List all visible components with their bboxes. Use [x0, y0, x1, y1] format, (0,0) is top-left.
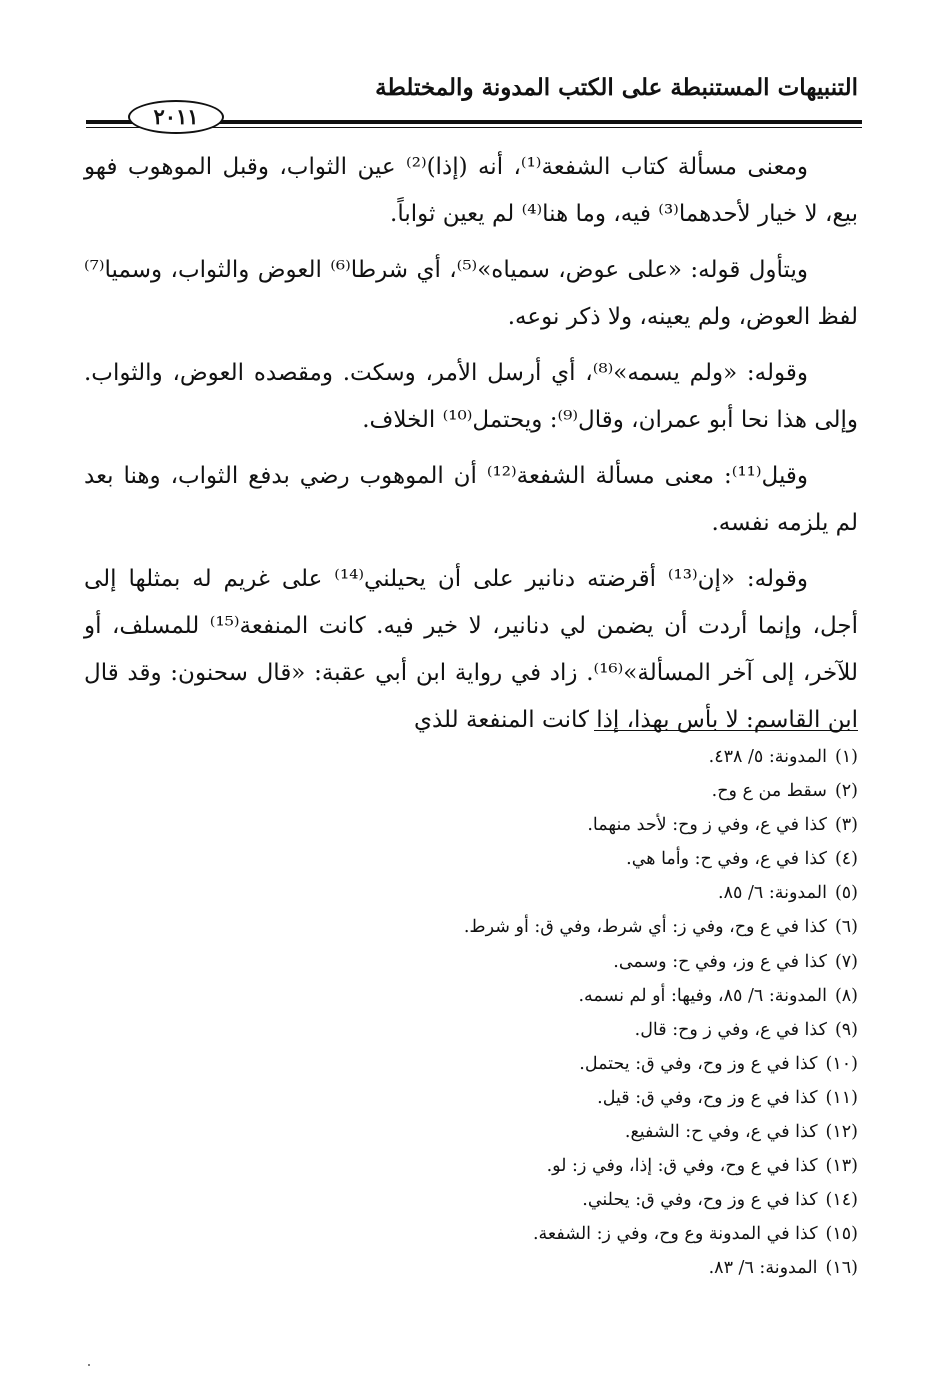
footnote [298, 876, 858, 910]
footnote-text: كذا في ع، وفي ح: وأما هي. [626, 849, 827, 870]
footnote-number: (٥) [834, 883, 858, 904]
footnote-number: (١٢) [825, 1122, 858, 1143]
footnote-text: المدونة: ٥/ ٤٣٨. [708, 747, 827, 767]
footnote [298, 1081, 858, 1115]
footnote-number: (٦) [834, 917, 858, 938]
footnote [298, 945, 858, 979]
footnote-number: (١٠) [825, 1053, 858, 1074]
footnote [298, 1013, 858, 1047]
footnote-number: (٧) [834, 951, 858, 972]
footnote-number: (٩) [834, 1019, 858, 1040]
footnote [298, 979, 858, 1013]
footnote [298, 1149, 858, 1183]
footnote-text: كذا في ع، وفي ز وح: لأحد منهما. [587, 815, 827, 836]
footnote-number: (٨) [834, 985, 858, 1006]
paragraph: وقيل⁽¹¹⁾: معنى مسألة الشفعة⁽¹²⁾ أن الموهوب رضي بدفع الثواب، وهنا بعد لم يلزمه نفسه. [84, 463, 858, 536]
footnote [298, 774, 858, 808]
footnote-number: (١٤) [825, 1190, 858, 1211]
footnotes-list [298, 740, 858, 1286]
footnote-number: (١٣) [825, 1156, 858, 1177]
footnote-text: كذا في ع وح، وفي ز: أي شرط، وفي ق: أو شرط. [463, 917, 827, 938]
footnote-text: كذا في ع وز وح، وفي ق: يحلني. [582, 1190, 818, 1211]
page-number: ٢٠١١ [128, 100, 224, 134]
footnote [298, 808, 858, 842]
footnote-number: (١٥) [825, 1224, 858, 1245]
footnote [298, 1115, 858, 1149]
main-text [84, 144, 858, 753]
footnote [298, 1217, 858, 1251]
footnote-text: كذا في ع، وفي ز وح: قال. [634, 1019, 827, 1040]
footnote [298, 740, 858, 774]
footnote-number: (١) [834, 747, 858, 767]
footnote-text: كذا في المدونة وع وح، وفي ز: الشفعة. [532, 1224, 818, 1245]
footnote [298, 910, 858, 944]
footnote-number: (١٦) [825, 1258, 858, 1279]
footnote-text: المدونة: ٦/ ٨٥. [718, 883, 827, 904]
footnote-text: كذا في ع وز، وفي ح: وسمى. [613, 951, 827, 972]
footnote-number: (١١) [825, 1087, 858, 1108]
paragraph: ويتأول قوله: «على عوض، سمياه»⁽⁵⁾، أي شرطا⁽⁶⁾ العوض والثواب، وسميا⁽⁷⁾ لفظ العوض، ولم يعينه، ولا ذكر نوعه. [84, 257, 858, 330]
footnote [298, 1047, 858, 1081]
footnote [298, 1183, 858, 1217]
footnote [298, 842, 858, 876]
footnote-separator [594, 730, 858, 731]
footnote-text: سقط من ع وح. [711, 781, 827, 802]
footnote-number: (٣) [834, 815, 858, 836]
paragraph: ومعنى مسألة كتاب الشفعة⁽¹⁾، أنه (إذا)⁽²⁾ عين الثواب، وقبل الموهوب فهو بيع، لا خيار لأحدهما⁽³⁾ فيه، وما هنا⁽⁴⁾ لم يعين ثواباً. [84, 154, 858, 227]
scan-speck [88, 1364, 90, 1366]
footnote-number: (٢) [834, 781, 858, 802]
footnote [298, 1251, 858, 1285]
paragraph: وقوله: «ولم يسمه»⁽⁸⁾، أي أرسل الأمر، وسكت. ومقصده العوض، والثواب. وإلى هذا نحا أبو عمران، وقال⁽⁹⁾: ويحتمل⁽¹⁰⁾ الخلاف. [84, 360, 858, 433]
footnote-text: المدونة: ٦/ ٨٥، وفيها: أو لم نسمه. [578, 985, 827, 1006]
footnote-text: المدونة: ٦/ ٨٣. [708, 1258, 818, 1279]
running-title: التنبيهات المستنبطة على الكتب المدونة والمختلطة [375, 74, 858, 101]
footnote-text: كذا في ع وز وح، وفي ق: قيل. [597, 1087, 818, 1108]
footnote-text: كذا في ع وح، وفي ق: إذا، وفي ز: لو. [546, 1156, 818, 1177]
footnote-text: كذا في ع، وفي ح: الشفيع. [624, 1122, 818, 1143]
footnote-number: (٤) [834, 849, 858, 870]
footnote-text: كذا في ع وز وح، وفي ق: يحتمل. [579, 1053, 818, 1074]
paragraph: وقوله: «إن⁽¹³⁾ أقرضته دنانير على أن يحيلني⁽¹⁴⁾ على غريم له بمثلها إلى أجل، وإنما أردت أن يضمن لي دنانير، لا خير فيه. كانت المنفعة⁽¹⁵⁾ للمسلف، أو للآخر، إلى آخر المسألة»⁽¹⁶⁾. زاد في رواية ابن أبي عقبة: «قال سحنون: وقد قال ابن القاسم: لا بأس بهذا، إذا كانت المنفعة للذي [84, 566, 858, 733]
